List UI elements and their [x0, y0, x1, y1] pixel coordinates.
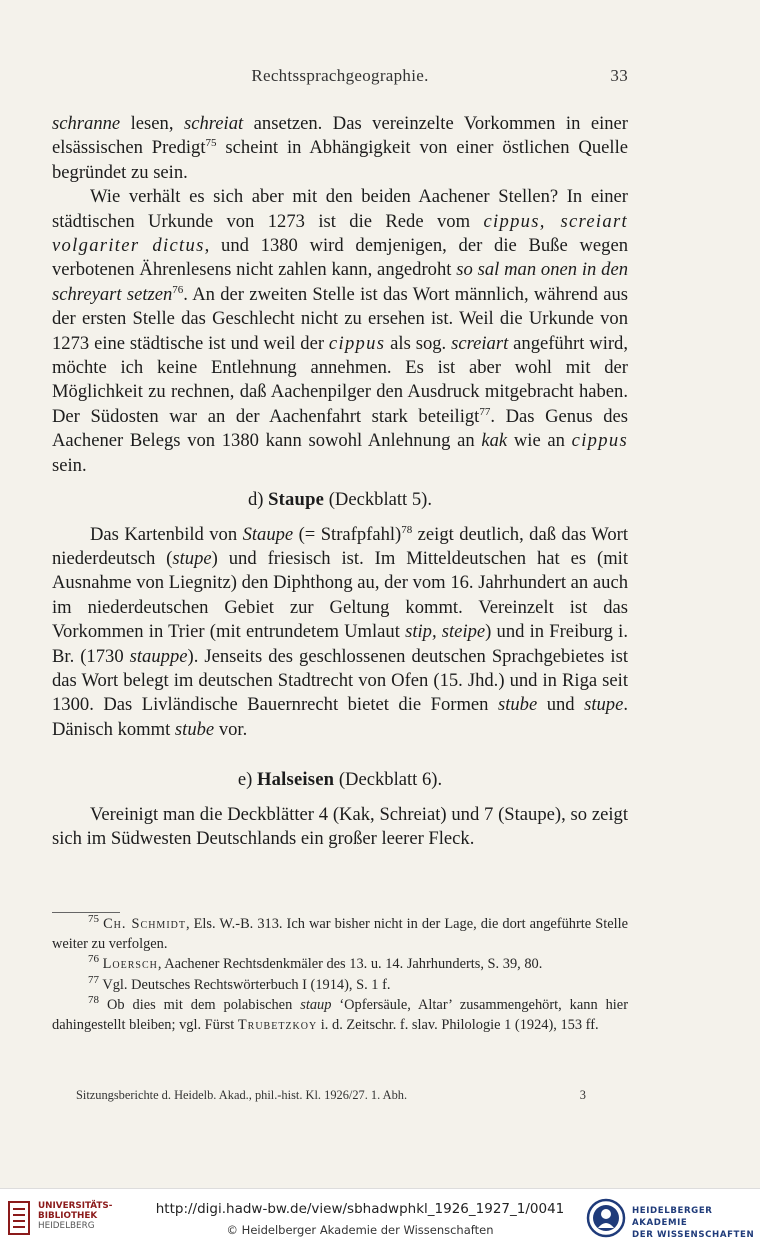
- heading-word: Halseisen: [256, 769, 335, 791]
- academy-seal-icon: [586, 1198, 626, 1238]
- footnote-text: Vgl. Deutsches Rechtswörterbuch I (1914), S. 1 f.: [102, 976, 391, 993]
- signature-text: Sitzungsberichte d. Heidelb. Akad., phil.-hist. Kl. 1926/27. 1. Abh.: [76, 1088, 408, 1102]
- text-run: (= Strafpfahl): [293, 523, 402, 545]
- footnote-ref[interactable]: 75: [205, 137, 217, 150]
- copyright-notice: © Heidelberger Akademie der Wissenschaften: [226, 1223, 494, 1237]
- viewer-footer: [0, 1188, 760, 1245]
- paragraph-3: [52, 523, 628, 743]
- italic-term: stube: [174, 718, 215, 740]
- italic-term: cippus: [571, 430, 628, 452]
- italic-term: cippus: [328, 332, 386, 354]
- academy-name: [632, 1205, 756, 1241]
- footnote-text: ‘Opfersäule, Altar’ zusammengehört, kann hier dahingestellt bleiben; vgl. Fürst: [52, 996, 628, 1034]
- footnote-text: , Aachener Rechtsdenkmäler des 13. u. 14. Jahrhunderts, S. 39, 80.: [157, 956, 543, 973]
- italic-term: schranne: [52, 113, 121, 134]
- heading-suffix: (Deckblatt 5).: [324, 489, 432, 511]
- section-heading-d: [52, 488, 628, 512]
- sheet-number: 3: [579, 1088, 586, 1102]
- italic-term: stupe: [172, 547, 212, 569]
- footnote-number: 75: [88, 913, 99, 926]
- text-run: und: [537, 694, 585, 716]
- text-run: Das Kartenbild von: [90, 523, 243, 545]
- footnote-number: 77: [88, 973, 99, 986]
- footnote-text: Ob dies mit dem polabischen: [106, 996, 301, 1013]
- italic-term: so sal man onen in den schreyart setzen: [52, 259, 629, 305]
- section-heading-e: [52, 768, 628, 792]
- italic-term: cippus, screiart volgariter dictus: [52, 210, 628, 257]
- text-run: angeführt wird, möchte ich keine Entlehnung annehmen. Es ist aber wohl mit der Möglichkeit zu rechnen, daß Aachenpilger den Ausdruck mitgebracht haben. Der Südosten war an der Aachenfahrt stark beteiligt: [52, 332, 629, 427]
- academy-name-line: DER WISSENSCHAFTEN: [632, 1230, 755, 1240]
- text-run: scheint in Abhängigkeit von einer östlichen Quelle begründet zu sein.: [52, 137, 628, 183]
- italic-term: stip, steipe: [405, 621, 486, 643]
- library-name: [38, 1201, 112, 1231]
- library-name-line: UNIVERSITÄTS-: [38, 1201, 113, 1211]
- paragraph-4: Vereinigt man die Deckblätter 4 (Kak, Schreiat) und 7 (Staupe), so zeigt sich im Südwesten Deutschlands ein großer leerer Fleck.: [52, 803, 628, 849]
- text-run: vor.: [214, 718, 248, 740]
- text-run: . Das Genus des Aachener Belegs von 1380 kann sowohl Anlehnung an: [52, 405, 628, 452]
- body-text: [52, 112, 628, 851]
- academy-name-line: HEIDELBERGER AKADEMIE: [632, 1206, 713, 1228]
- footnote-75: [52, 914, 628, 954]
- italic-term: Staupe: [242, 523, 294, 545]
- paragraph-1: [52, 112, 628, 185]
- page-number: 33: [610, 66, 628, 85]
- text-run: . An der zweiten Stelle ist das Wort männlich, während aus der ersten Stelle das Geschlecht nicht zu ersehen ist. Weil die Urkunde von 1273 eine städtische ist und weil der: [52, 283, 629, 354]
- author-name: Trubetzkoy: [237, 1017, 318, 1034]
- footnote-ref[interactable]: 77: [479, 405, 491, 418]
- author-name: Ch. Schmidt: [103, 916, 186, 932]
- running-head: [52, 66, 628, 88]
- text-run: Wie verhält es sich aber mit den beiden Aachener Stellen? In einer städtischen Urkunde von 1273 ist die Rede vom: [52, 186, 628, 232]
- footnote-number: 78: [88, 994, 99, 1007]
- text-run: ) und in Freiburg i. Br. (1730: [52, 621, 628, 667]
- text-run: als sog.: [385, 332, 452, 354]
- footnote-76: [52, 954, 628, 974]
- footnote-divider: [52, 912, 120, 913]
- footnotes: [52, 914, 628, 1035]
- footnote-78: [52, 995, 628, 1035]
- italic-term: kak: [481, 430, 508, 452]
- text-run: . Dänisch kommt: [52, 694, 629, 740]
- footnote-text: i. d. Zeitschr. f. slav. Philologie 1 (1924), 153 ff.: [317, 1017, 599, 1034]
- footnote-number: 76: [88, 953, 99, 966]
- italic-term: stauppe: [129, 645, 188, 667]
- text-run: zeigt deutlich, daß das Wort niederdeutsch (: [52, 523, 628, 569]
- footnote-ref[interactable]: 78: [401, 523, 413, 536]
- permalink[interactable]: http://digi.hadw-bw.de/view/sbhadwphkl_1926_1927_1/0041: [155, 1201, 565, 1217]
- footnote-ref[interactable]: 76: [172, 283, 184, 296]
- italic-term: staup: [300, 996, 332, 1013]
- heading-word: Staupe: [268, 489, 325, 511]
- heading-prefix: d): [247, 489, 269, 511]
- text-run: , und 1380 wird demjenigen, der die Buße wegen verbotenen Ährenlesens nicht zahlen kann, angedroht: [52, 235, 628, 281]
- running-head-title: Rechtssprachgeographie.: [251, 66, 429, 85]
- library-name-line: HEIDELBERG: [38, 1221, 95, 1231]
- heading-suffix: (Deckblatt 6).: [334, 769, 443, 791]
- italic-term: schreiat: [183, 113, 244, 134]
- library-emblem-icon: [8, 1201, 30, 1235]
- text-run: lesen,: [120, 113, 184, 134]
- footnote-text: , Els. W.-B. 313. Ich war bisher nicht in der Lage, die dort angeführte Stelle weiter zu verfolgen.: [52, 916, 628, 953]
- text-run: ansetzen. Das vereinzelte Vorkommen in einer elsässischen Predigt: [52, 113, 628, 159]
- heading-prefix: e): [237, 769, 257, 791]
- text-run: ). Jenseits des geschlossenen deutschen Sprachgebietes ist das Wort belegt im deutschen Stadtrecht von Ofen (15. Jhd.) und in Riga seit 1300. Das Livländische Bauernrecht bietet die Formen: [52, 645, 628, 716]
- italic-term: stube: [497, 694, 538, 716]
- author-name: Loersch: [102, 956, 158, 973]
- library-name-line: BIBLIOTHEK: [38, 1211, 98, 1221]
- signature-line: [76, 1088, 586, 1106]
- italic-term: screiart: [451, 332, 509, 354]
- footnote-77: [52, 975, 628, 995]
- text-run: wie an: [507, 430, 572, 452]
- academy-logo[interactable]: [586, 1197, 756, 1239]
- text-run: sein.: [52, 454, 87, 476]
- text-run: ) und friesisch ist. Im Mitteldeutschen hat es (mit Ausnahme von Liegnitz) den Diphthong au, der vom 16. Jahrhundert an auch im niederdeutschen Gebiet zur Geltung kommt. Vereinzelt ist das Vorkommen in Trier (mit entrundetem Umlaut: [52, 547, 628, 643]
- university-library-logo[interactable]: [8, 1199, 128, 1239]
- italic-term: stupe: [584, 694, 624, 716]
- paragraph-2: [52, 185, 628, 478]
